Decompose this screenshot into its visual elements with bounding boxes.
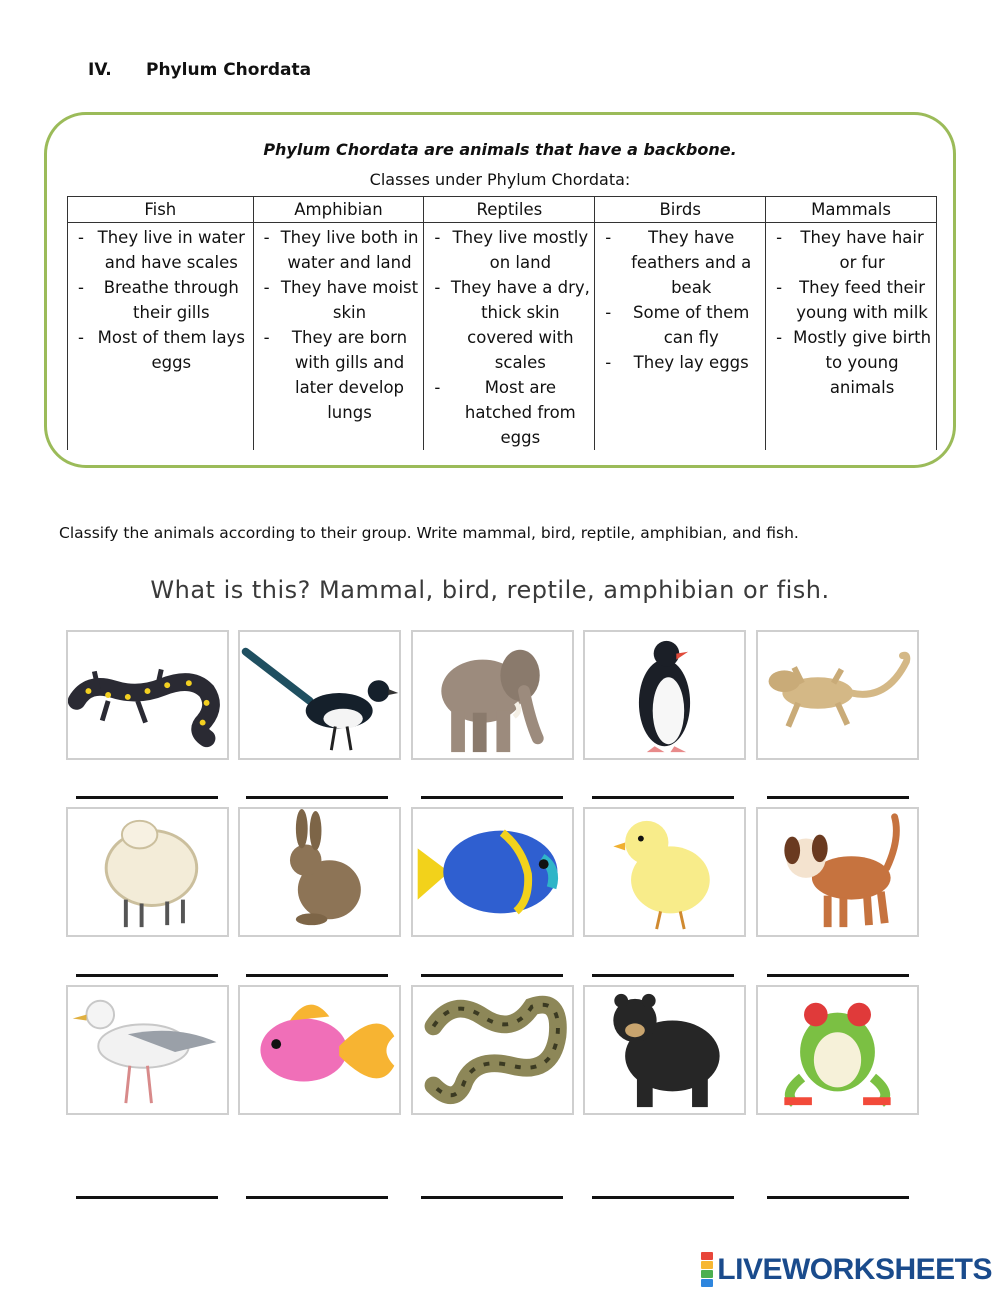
salamander-icon bbox=[68, 632, 227, 758]
card-lizard bbox=[756, 630, 919, 760]
tropical-fish-icon bbox=[413, 809, 572, 935]
list-item: - They have hair or fur bbox=[770, 225, 932, 275]
list-item: - Some of them can fly bbox=[599, 300, 761, 350]
answer-line[interactable] bbox=[76, 1196, 218, 1199]
list-item: - They live in water and have scales bbox=[72, 225, 249, 275]
classes-table bbox=[67, 196, 937, 450]
answer-line[interactable] bbox=[592, 796, 734, 799]
chick-icon bbox=[585, 809, 744, 935]
card-goldfish bbox=[238, 985, 401, 1115]
card-sheep bbox=[66, 807, 229, 937]
card-tropical-fish bbox=[411, 807, 574, 937]
card-salamander bbox=[66, 630, 229, 760]
header-reptiles: Reptiles bbox=[424, 197, 595, 223]
answer-line[interactable] bbox=[592, 1196, 734, 1199]
list-item: - Most of them lays eggs bbox=[72, 325, 249, 375]
card-bear bbox=[583, 985, 746, 1115]
answer-line[interactable] bbox=[246, 796, 388, 799]
list-item: - They lay eggs bbox=[599, 350, 761, 375]
frog-icon bbox=[758, 987, 917, 1113]
logo-badge-bar bbox=[701, 1252, 713, 1260]
header-birds: Birds bbox=[595, 197, 766, 223]
rabbit-icon bbox=[240, 809, 399, 935]
answer-line[interactable] bbox=[76, 796, 218, 799]
logo-badge-bar bbox=[701, 1270, 713, 1278]
list-item: - Breathe through their gills bbox=[72, 275, 249, 325]
list-item: - They live both in water and land bbox=[258, 225, 420, 275]
bear-icon bbox=[585, 987, 744, 1113]
cell-mammals bbox=[766, 223, 937, 451]
quiz-title: What is this? Mammal, bird, reptile, amphibian or fish. bbox=[150, 576, 830, 604]
penguin-icon bbox=[585, 632, 744, 758]
sheep-icon bbox=[68, 809, 227, 935]
logo-badge-icon bbox=[701, 1252, 713, 1288]
info-subtitle: Classes under Phylum Chordata: bbox=[369, 170, 631, 189]
liveworksheets-logo bbox=[701, 1252, 992, 1288]
list-item: - They have a dry, thick skin covered with scales bbox=[428, 275, 590, 375]
section-number: IV. bbox=[88, 60, 112, 80]
logo-text: LIVEWORKSHEETS bbox=[717, 1253, 992, 1286]
elephant-icon bbox=[413, 632, 572, 758]
cell-reptiles bbox=[424, 223, 595, 451]
card-magpie bbox=[238, 630, 401, 760]
lizard-icon bbox=[758, 632, 917, 758]
answer-line[interactable] bbox=[592, 974, 734, 977]
answer-line[interactable] bbox=[76, 974, 218, 977]
cell-fish bbox=[68, 223, 254, 451]
list-item: - Mostly give birth to young animals bbox=[770, 325, 932, 400]
answer-line[interactable] bbox=[421, 796, 563, 799]
list-item: - They have moist skin bbox=[258, 275, 420, 325]
instruction-text: Classify the animals according to their group. Write mammal, bird, reptile, amphibian, and fish. bbox=[59, 524, 799, 542]
section-title: Phylum Chordata bbox=[146, 60, 312, 80]
card-rabbit bbox=[238, 807, 401, 937]
answer-line[interactable] bbox=[767, 974, 909, 977]
cell-birds bbox=[595, 223, 766, 451]
card-chick bbox=[583, 807, 746, 937]
card-frog bbox=[756, 985, 919, 1115]
logo-badge-bar bbox=[701, 1279, 713, 1287]
list-item: - They are born with gills and later develop lungs bbox=[258, 325, 420, 425]
header-mammals: Mammals bbox=[766, 197, 937, 223]
goldfish-icon bbox=[240, 987, 399, 1113]
cell-amphibian bbox=[253, 223, 424, 451]
logo-badge-bar bbox=[701, 1261, 713, 1269]
answer-line[interactable] bbox=[246, 974, 388, 977]
dog-icon bbox=[758, 809, 917, 935]
list-item: - They have feathers and a beak bbox=[599, 225, 761, 300]
list-item: - Most are hatched from eggs bbox=[428, 375, 590, 450]
header-fish: Fish bbox=[68, 197, 254, 223]
list-item: - They feed their young with milk bbox=[770, 275, 932, 325]
magpie-icon bbox=[240, 632, 399, 758]
list-item: - They live mostly on land bbox=[428, 225, 590, 275]
answer-line[interactable] bbox=[421, 1196, 563, 1199]
card-elephant bbox=[411, 630, 574, 760]
section-heading bbox=[88, 60, 311, 80]
info-title: Phylum Chordata are animals that have a backbone. bbox=[263, 140, 737, 159]
card-penguin bbox=[583, 630, 746, 760]
answer-line[interactable] bbox=[246, 1196, 388, 1199]
seagull-icon bbox=[68, 987, 227, 1113]
card-seagull bbox=[66, 985, 229, 1115]
python-icon bbox=[413, 987, 572, 1113]
answer-line[interactable] bbox=[421, 974, 563, 977]
header-amphibian: Amphibian bbox=[253, 197, 424, 223]
answer-line[interactable] bbox=[767, 1196, 909, 1199]
card-dog bbox=[756, 807, 919, 937]
card-python bbox=[411, 985, 574, 1115]
answer-line[interactable] bbox=[767, 796, 909, 799]
